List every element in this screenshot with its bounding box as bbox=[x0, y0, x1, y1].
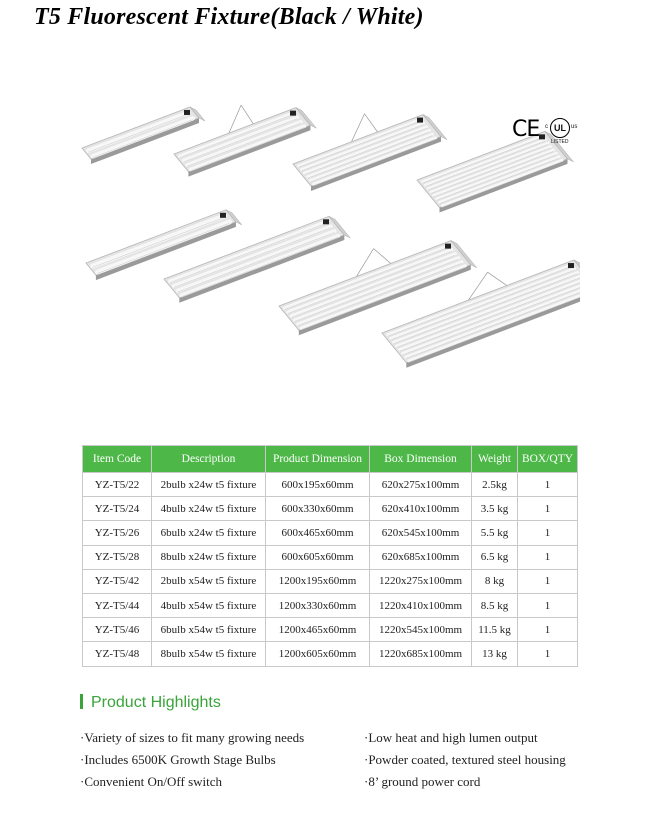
cell-description: 4bulb x54w t5 fixture bbox=[152, 593, 266, 617]
cell-box-dimension: 1220x545x100mm bbox=[370, 618, 472, 642]
tube-shadow bbox=[92, 217, 224, 267]
fixture-images bbox=[80, 100, 580, 400]
ul-us-text: us bbox=[571, 124, 578, 130]
cell-product-dimension: 1200x195x60mm bbox=[266, 569, 370, 593]
cell-product-dimension: 1200x605x60mm bbox=[266, 642, 370, 666]
cell-box-qty: 1 bbox=[518, 497, 578, 521]
cell-product-dimension: 600x465x60mm bbox=[266, 521, 370, 545]
cell-product-dimension: 1200x465x60mm bbox=[266, 618, 370, 642]
power-switch-icon bbox=[184, 110, 190, 115]
power-switch-icon bbox=[568, 263, 574, 268]
cell-box-qty: 1 bbox=[518, 473, 578, 497]
cell-box-dimension: 620x410x100mm bbox=[370, 497, 472, 521]
table-row bbox=[83, 497, 578, 521]
tube-shadow bbox=[291, 255, 455, 317]
cell-weight: 5.5 kg bbox=[472, 521, 518, 545]
fixture-gallery bbox=[80, 100, 580, 400]
ul-listed-text: LISTED bbox=[551, 139, 569, 145]
header-box-dimension: Box Dimension bbox=[370, 446, 472, 473]
table-row bbox=[83, 473, 578, 497]
spec-table bbox=[82, 445, 578, 667]
cell-weight: 11.5 kg bbox=[472, 618, 518, 642]
power-switch-icon bbox=[220, 213, 226, 218]
header-description: Description bbox=[152, 446, 266, 473]
cell-weight: 3.5 kg bbox=[472, 497, 518, 521]
cell-item-code: YZ-T5/42 bbox=[83, 569, 152, 593]
header-item-code: Item Code bbox=[83, 446, 152, 473]
cell-description: 4bulb x24w t5 fixture bbox=[152, 497, 266, 521]
cell-item-code: YZ-T5/22 bbox=[83, 473, 152, 497]
cell-item-code: YZ-T5/48 bbox=[83, 642, 152, 666]
page-title: T5 Fluorescent Fixture(Black / White) bbox=[34, 4, 424, 30]
cell-item-code: YZ-T5/46 bbox=[83, 618, 152, 642]
tube-shadow bbox=[88, 114, 188, 152]
cell-box-dimension: 620x685x100mm bbox=[370, 545, 472, 569]
header-box-qty: BOX/QTY bbox=[518, 446, 578, 473]
cell-box-qty: 1 bbox=[518, 569, 578, 593]
power-switch-icon bbox=[417, 118, 423, 123]
power-switch-icon bbox=[445, 244, 451, 249]
highlight-item: ·Variety of sizes to fit many growing needs bbox=[80, 730, 305, 745]
cell-item-code: YZ-T5/28 bbox=[83, 545, 152, 569]
cell-box-dimension: 620x545x100mm bbox=[370, 521, 472, 545]
cell-weight: 8 kg bbox=[472, 569, 518, 593]
cell-box-qty: 1 bbox=[518, 618, 578, 642]
header-product-dimension: Product Dimension bbox=[266, 446, 370, 473]
cell-box-dimension: 620x275x100mm bbox=[370, 473, 472, 497]
cell-weight: 13 kg bbox=[472, 642, 518, 666]
table-row bbox=[83, 569, 578, 593]
power-switch-icon bbox=[290, 111, 296, 116]
ul-circle: UL bbox=[550, 118, 570, 138]
cell-description: 8bulb x54w t5 fixture bbox=[152, 642, 266, 666]
ul-c-text: c bbox=[545, 124, 548, 130]
cell-box-dimension: 1220x275x100mm bbox=[370, 569, 472, 593]
hanger-wire bbox=[374, 249, 391, 264]
fluorescent-tube bbox=[92, 216, 224, 266]
cell-product-dimension: 600x605x60mm bbox=[266, 545, 370, 569]
cell-box-qty: 1 bbox=[518, 642, 578, 666]
highlight-item: ·Powder coated, textured steel housing bbox=[364, 752, 566, 767]
table-header-row bbox=[83, 446, 578, 473]
tube-shadow bbox=[178, 232, 335, 292]
cell-item-code: YZ-T5/26 bbox=[83, 521, 152, 545]
highlight-item: ·Convenient On/Off switch bbox=[80, 774, 223, 789]
fluorescent-tube bbox=[400, 280, 580, 350]
cell-box-dimension: 1220x410x100mm bbox=[370, 593, 472, 617]
highlights-title: Product Highlights bbox=[91, 694, 221, 711]
cell-weight: 6.5 kg bbox=[472, 545, 518, 569]
cell-product-dimension: 600x195x60mm bbox=[266, 473, 370, 497]
cell-product-dimension: 600x330x60mm bbox=[266, 497, 370, 521]
hanger-wire bbox=[241, 105, 253, 124]
fluorescent-tube bbox=[93, 118, 193, 156]
cell-description: 6bulb x54w t5 fixture bbox=[152, 618, 266, 642]
cell-box-qty: 1 bbox=[518, 593, 578, 617]
cell-box-dimension: 1220x685x100mm bbox=[370, 642, 472, 666]
cell-description: 6bulb x24w t5 fixture bbox=[152, 521, 266, 545]
highlight-item: ·8’ ground power cord bbox=[364, 774, 481, 789]
fluorescent-tube bbox=[295, 258, 459, 320]
cell-item-code: YZ-T5/24 bbox=[83, 497, 152, 521]
highlight-item: ·Includes 6500K Growth Stage Bulbs bbox=[80, 752, 276, 767]
hanger-wire bbox=[365, 114, 378, 132]
cell-box-qty: 1 bbox=[518, 545, 578, 569]
heading-accent-bar bbox=[80, 694, 83, 709]
hanger-wire bbox=[488, 272, 507, 285]
tube-shadow bbox=[397, 277, 580, 347]
cell-weight: 8.5 kg bbox=[472, 593, 518, 617]
cell-description: 2bulb x24w t5 fixture bbox=[152, 473, 266, 497]
table-row bbox=[83, 642, 578, 666]
cell-item-code: YZ-T5/44 bbox=[83, 593, 152, 617]
header-weight: Weight bbox=[472, 446, 518, 473]
cell-box-qty: 1 bbox=[518, 521, 578, 545]
cell-description: 2bulb x54w t5 fixture bbox=[152, 569, 266, 593]
highlight-item: ·Low heat and high lumen output bbox=[364, 730, 538, 745]
table-row bbox=[83, 593, 578, 617]
table-row bbox=[83, 545, 578, 569]
highlights-heading bbox=[80, 694, 221, 712]
power-switch-icon bbox=[323, 219, 329, 224]
ul-listed-mark-icon bbox=[545, 118, 579, 148]
table-row bbox=[83, 521, 578, 545]
table-row bbox=[83, 618, 578, 642]
ce-mark-icon: CE bbox=[512, 117, 540, 142]
cell-product-dimension: 1200x330x60mm bbox=[266, 593, 370, 617]
cell-description: 8bulb x24w t5 fixture bbox=[152, 545, 266, 569]
cell-weight: 2.5kg bbox=[472, 473, 518, 497]
certification-marks bbox=[512, 118, 592, 148]
